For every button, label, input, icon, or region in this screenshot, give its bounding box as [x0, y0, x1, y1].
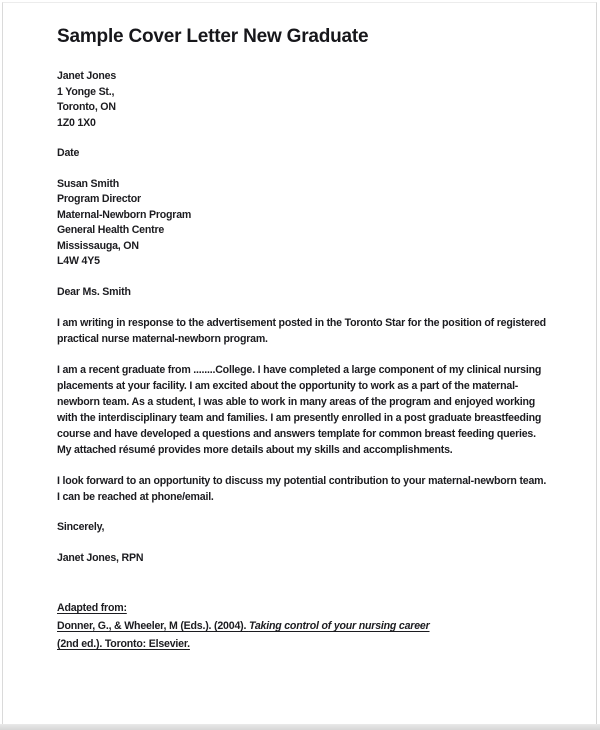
body-paragraph-2: I am a recent graduate from ........College. I have completed a large component of my clinical nursing placements at your facility. I am excited about the opportunity to work as a part of the maternal-newborn team. As a student, I was able to work in many areas of the program and enjoyed working with the interdisciplinary team and families. I am presently enrolled in a post graduate breastfeeding course and have developed a questions and answers template for common breast feeding queries. My attached résumé provides more details about my skills and accomplishments.	[57, 364, 542, 456]
page-title: Sample Cover Letter New Graduate	[57, 26, 369, 47]
letter-content	[57, 26, 551, 653]
recipient-program: Maternal-Newborn Program	[57, 208, 192, 221]
citation-book-title: Taking control of your nursing career	[248, 620, 430, 632]
sender-street: 1 Yonge St.,	[57, 85, 115, 98]
citation-label: Adapted from:	[57, 602, 127, 614]
recipient-postal-code: L4W 4Y5	[57, 255, 100, 267]
body-paragraph-3: I look forward to an opportunity to discuss my potential contribution to your maternal-newborn team. I can be reached at phone/email.	[57, 475, 547, 503]
closing: Sincerely,	[57, 521, 105, 533]
recipient-address-block	[57, 177, 551, 270]
citation-block	[57, 599, 551, 653]
recipient-city: Mississauga, ON	[57, 239, 139, 252]
sender-address-block	[57, 69, 551, 131]
sender-postal-code: 1Z0 1X0	[57, 116, 96, 129]
salutation: Dear Ms. Smith	[57, 285, 131, 298]
signature: Janet Jones, RPN	[57, 551, 144, 564]
citation-reference-authors: Donner, G., & Wheeler, M (Eds.). (2004).	[57, 620, 249, 632]
body-paragraph-1: I am writing in response to the advertisement posted in the Toronto Star for the position of registered practical nurse maternal-newborn program.	[57, 317, 546, 345]
sender-city: Toronto, ON	[57, 101, 116, 113]
sender-name: Janet Jones	[57, 70, 117, 82]
recipient-organization: General Health Centre	[57, 224, 165, 236]
citation-edition-publisher: (2nd ed.). Toronto: Elsevier.	[57, 638, 190, 650]
date-placeholder: Date	[57, 147, 80, 159]
citation-reference	[57, 617, 551, 635]
recipient-name: Susan Smith	[57, 177, 119, 190]
recipient-title: Program Director	[57, 193, 141, 205]
